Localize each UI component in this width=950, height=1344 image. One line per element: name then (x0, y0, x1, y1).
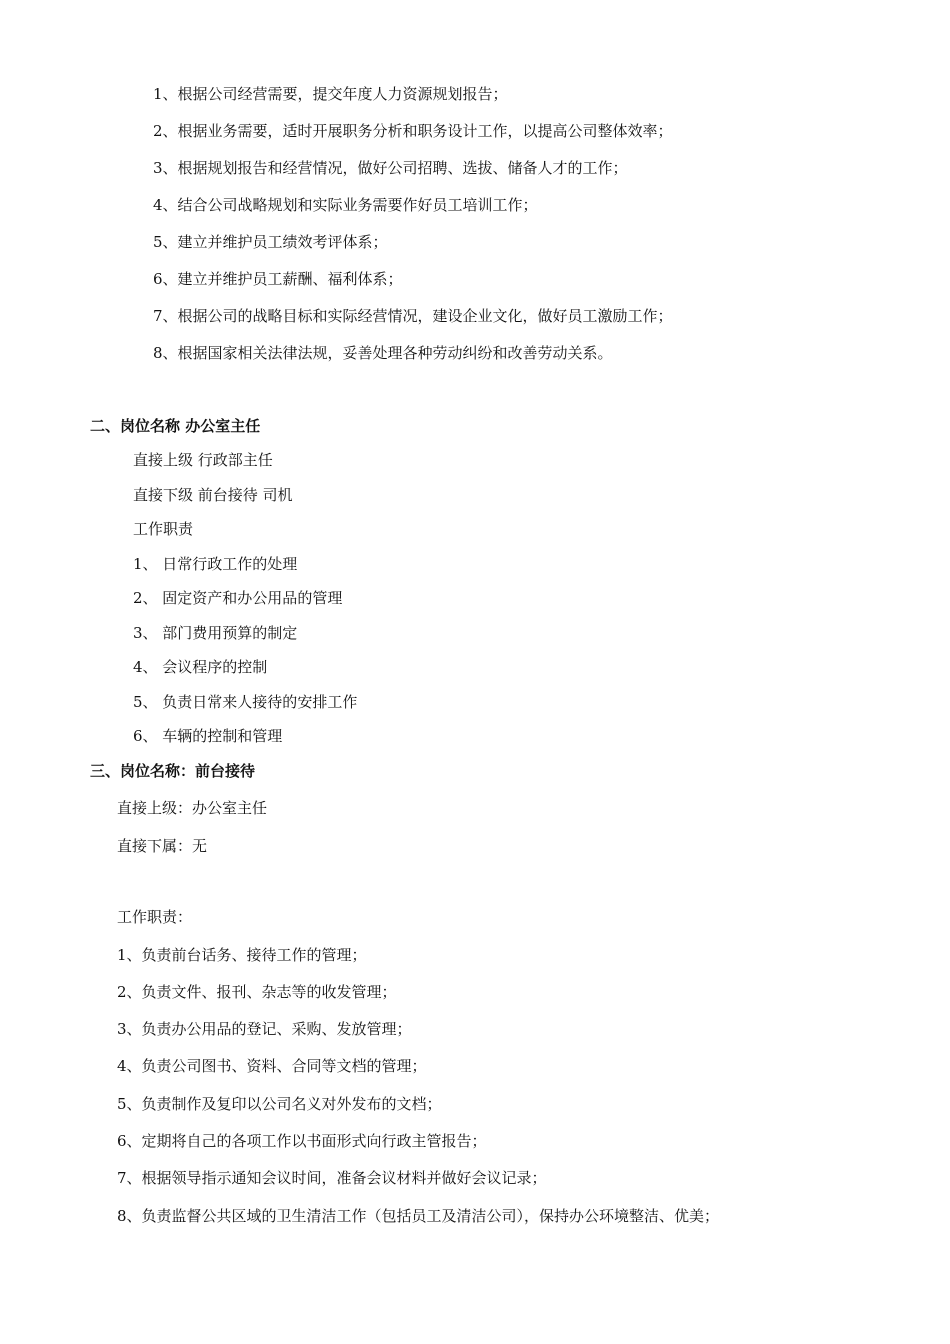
duties-label: 工作职责： (117, 908, 193, 926)
list-item: 4、结合公司战略规划和实际业务需要作好员工培训工作； (153, 196, 538, 214)
list-item: 1、 日常行政工作的处理 (133, 555, 298, 573)
list-item: 5、负责制作及复印以公司名义对外发布的文档； (117, 1095, 442, 1113)
list-item: 4、 会议程序的控制 (133, 658, 268, 676)
list-item: 6、定期将自己的各项工作以书面形式向行政主管报告； (117, 1132, 487, 1150)
list-item: 6、建立并维护员工薪酬、福利体系； (153, 270, 403, 288)
list-item: 5、 负责日常来人接待的安排工作 (133, 693, 358, 711)
list-item: 8、负责监督公共区域的卫生清洁工作（包括员工及清洁公司），保持办公环境整洁、优美； (117, 1207, 720, 1225)
list-item: 2、根据业务需要，适时开展职务分析和职务设计工作，以提高公司整体效率； (153, 122, 673, 140)
direct-superior: 直接上级 行政部主任 (133, 451, 273, 469)
duties-label: 工作职责 (133, 520, 194, 538)
list-item: 4、负责公司图书、资料、合同等文档的管理； (117, 1057, 427, 1075)
list-item: 5、建立并维护员工绩效考评体系； (153, 233, 388, 251)
list-item: 1、负责前台话务、接待工作的管理； (117, 946, 367, 964)
list-item: 3、 部门费用预算的制定 (133, 624, 298, 642)
section-heading: 三、岗位名称：前台接待 (90, 762, 256, 780)
list-item: 7、根据公司的战略目标和实际经营情况，建设企业文化，做好员工激励工作； (153, 307, 673, 325)
direct-subordinate: 直接下级 前台接待 司机 (133, 486, 293, 504)
list-item: 6、 车辆的控制和管理 (133, 727, 283, 745)
list-item: 3、根据规划报告和经营情况，做好公司招聘、选拔、储备人才的工作； (153, 159, 628, 177)
list-item: 1、根据公司经营需要，提交年度人力资源规划报告； (153, 85, 508, 103)
section-heading: 二、岗位名称 办公室主任 (90, 417, 261, 435)
direct-superior: 直接上级：办公室主任 (117, 799, 268, 817)
list-item: 3、负责办公用品的登记、采购、发放管理； (117, 1020, 412, 1038)
direct-subordinate: 直接下属：无 (117, 837, 208, 855)
list-item: 7、根据领导指示通知会议时间，准备会议材料并做好会议记录； (117, 1169, 547, 1187)
list-item: 2、 固定资产和办公用品的管理 (133, 589, 343, 607)
list-item: 2、负责文件、报刊、杂志等的收发管理； (117, 983, 397, 1001)
list-item: 8、根据国家相关法律法规，妥善处理各种劳动纠纷和改善劳动关系。 (153, 344, 613, 362)
